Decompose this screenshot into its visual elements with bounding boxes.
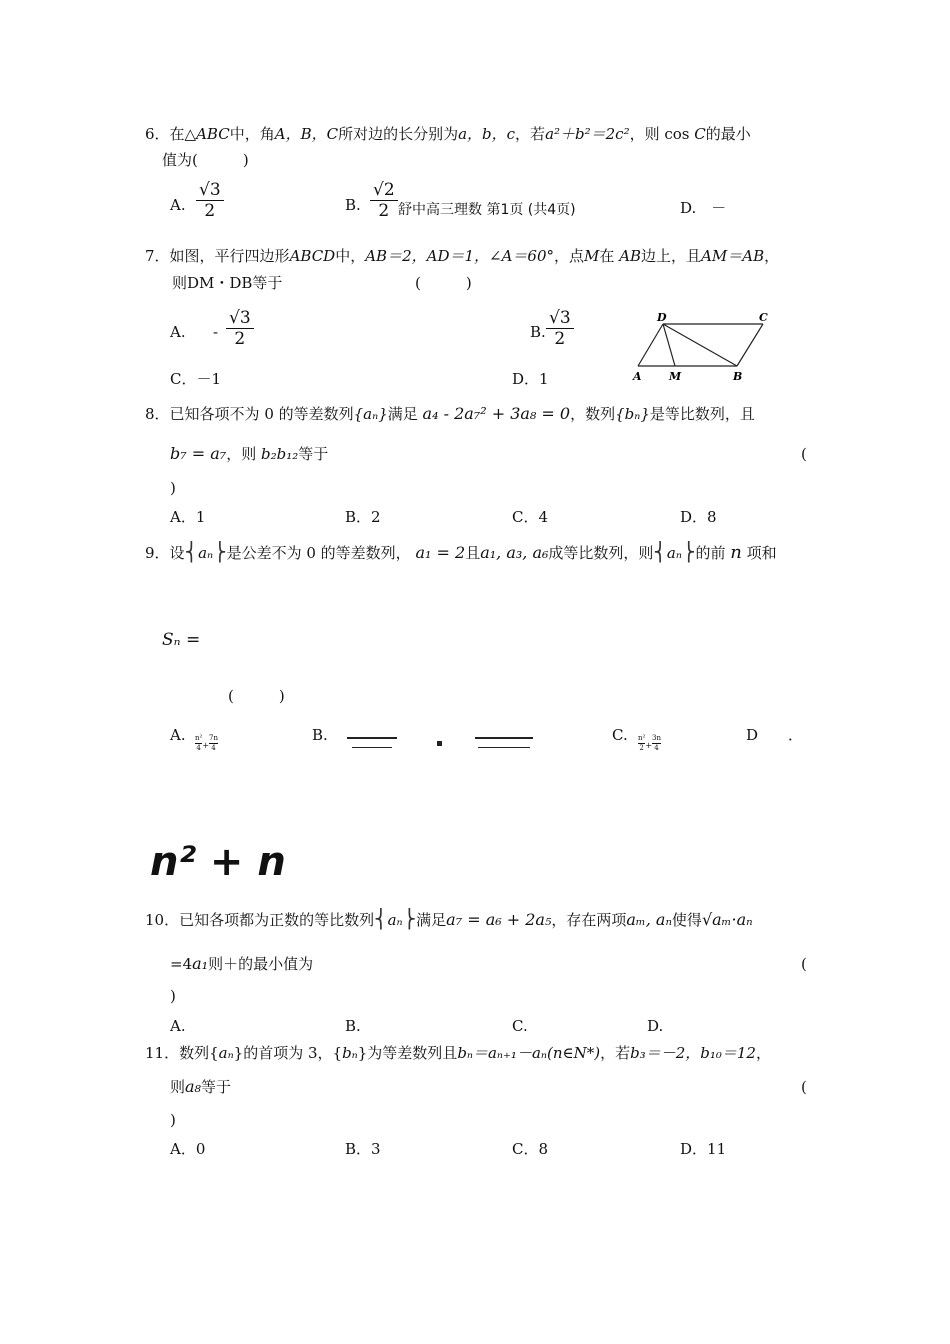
fraction: $\frac{√2}{2}$ bbox=[370, 180, 398, 221]
option-b: B. bbox=[345, 196, 361, 214]
label-b: B bbox=[733, 370, 743, 383]
sum-sn: Sₙ = bbox=[162, 630, 201, 650]
text: ，则 cos bbox=[629, 125, 690, 143]
text: 中，角 bbox=[229, 125, 275, 143]
fraction: $\frac{√3}{2}$ bbox=[546, 308, 574, 349]
paren-right: ) bbox=[170, 479, 176, 497]
option-b: B. bbox=[312, 726, 328, 744]
question-6-line-1 bbox=[145, 124, 751, 144]
side-vars: a，b，c bbox=[458, 125, 516, 143]
triangle-name: ABC bbox=[196, 125, 230, 143]
text: 所对边的长分别为 bbox=[338, 125, 459, 143]
paren-left: ( bbox=[801, 955, 807, 973]
option-a: A. bbox=[170, 726, 186, 744]
question-8-line-2: b₇ = a₇，则 b₂b₁₂等于 bbox=[170, 444, 329, 463]
option-d: D. － bbox=[680, 199, 727, 217]
var-c: C bbox=[694, 125, 706, 143]
equation: a²＋b²＝2c² bbox=[545, 125, 630, 143]
label-d: D bbox=[657, 311, 667, 324]
option-a: A．1 bbox=[170, 508, 206, 526]
label-a: A bbox=[633, 370, 642, 383]
question-8-line-1: 8．已知各项不为 0 的等差数列{aₙ}满足 a₄ - 2a₇² + 3a₈ = 0，数列{bₙ}是等比数列，且 bbox=[145, 404, 755, 423]
option-b: B. bbox=[345, 1017, 361, 1035]
option-d: D．8 bbox=[680, 508, 717, 526]
minus-sign: - bbox=[213, 323, 219, 341]
paren-right: ) bbox=[170, 987, 176, 1005]
question-9-line-1: 9．设⎨aₙ⎬是公差不为 0 的等差数列， a₁ = 2且a₁, a₃, a₆成等比数列，则⎨aₙ⎬的前 n 项和 bbox=[145, 542, 777, 563]
question-7-line-2: 则DM・DB等于 bbox=[172, 274, 283, 292]
paren-left: ( bbox=[801, 445, 807, 463]
option-a: A. bbox=[170, 323, 186, 341]
question-7-line-1: 7．如图，平行四边形ABCD中，AB＝2，AD＝1，∠A＝60°，点M在 AB边上，且AM＝AB， bbox=[145, 247, 780, 265]
question-10-line-1: 10．已知各项都为正数的等比数列⎨aₙ⎬满足a₇ = a₆ + 2a₅，存在两项aₘ, aₙ使得√aₘ·aₙ bbox=[145, 909, 753, 930]
option-d: D. bbox=[647, 1017, 664, 1035]
option-d: D．11 bbox=[680, 1140, 727, 1158]
option-a: A. bbox=[170, 196, 186, 214]
option-c: C．4 bbox=[512, 508, 549, 526]
question-11-line-1: 11．数列{aₙ}的首项为 3，{bₙ}为等差数列且bₙ＝aₙ₊₁－aₙ(n∈N*)，若b₃＝－2，b₁₀＝12， bbox=[145, 1044, 771, 1062]
question-11-line-2: 则a₈等于 bbox=[170, 1077, 231, 1096]
paren-right: ) bbox=[170, 1111, 176, 1129]
text: ，若 bbox=[515, 125, 546, 143]
option-d: D．1 bbox=[512, 370, 549, 388]
option-c: C．8 bbox=[512, 1140, 549, 1158]
option-b: B. bbox=[530, 323, 546, 341]
option-a: A．0 bbox=[170, 1140, 206, 1158]
question-10-line-2: =4a₁则＋的最小值为 bbox=[170, 954, 314, 973]
option-d: D ． bbox=[746, 726, 804, 744]
answer-paren: ( ) bbox=[228, 687, 285, 705]
text: 在△ bbox=[169, 125, 197, 143]
option-b: B．3 bbox=[345, 1140, 381, 1158]
option-c-expr: $\frac{\text{n²}}{2}$ + $\frac{3n}{4}$ bbox=[638, 734, 661, 752]
option-c: C. bbox=[512, 1017, 528, 1035]
fraction: $\frac{√3}{2}$ bbox=[196, 180, 224, 221]
fraction: $\frac{√3}{2}$ bbox=[226, 308, 254, 349]
paren-left: ( bbox=[801, 1078, 807, 1096]
parallelogram-figure bbox=[625, 306, 785, 386]
option-b: B．2 bbox=[345, 508, 381, 526]
answer-paren: ( ) bbox=[415, 274, 472, 292]
option-a: A. bbox=[170, 1017, 186, 1035]
option-d-expr: n² + n bbox=[150, 839, 286, 885]
option-c: C. bbox=[612, 726, 628, 744]
option-c: C．－1 bbox=[170, 370, 222, 388]
label-c: C bbox=[759, 311, 768, 324]
question-6-line-2: 值为( ) bbox=[162, 151, 249, 169]
question-number: 6． bbox=[145, 125, 170, 143]
option-a-expr: $\frac{\text{n²}}{4}$ + $\frac{7n}{4}$ bbox=[195, 734, 218, 752]
text: 的最小 bbox=[705, 125, 751, 143]
label-m: M bbox=[669, 370, 682, 383]
angle-vars: A，B，C bbox=[274, 125, 339, 143]
page-header: 舒中高三理数 第1页 (共4页) bbox=[398, 202, 576, 218]
